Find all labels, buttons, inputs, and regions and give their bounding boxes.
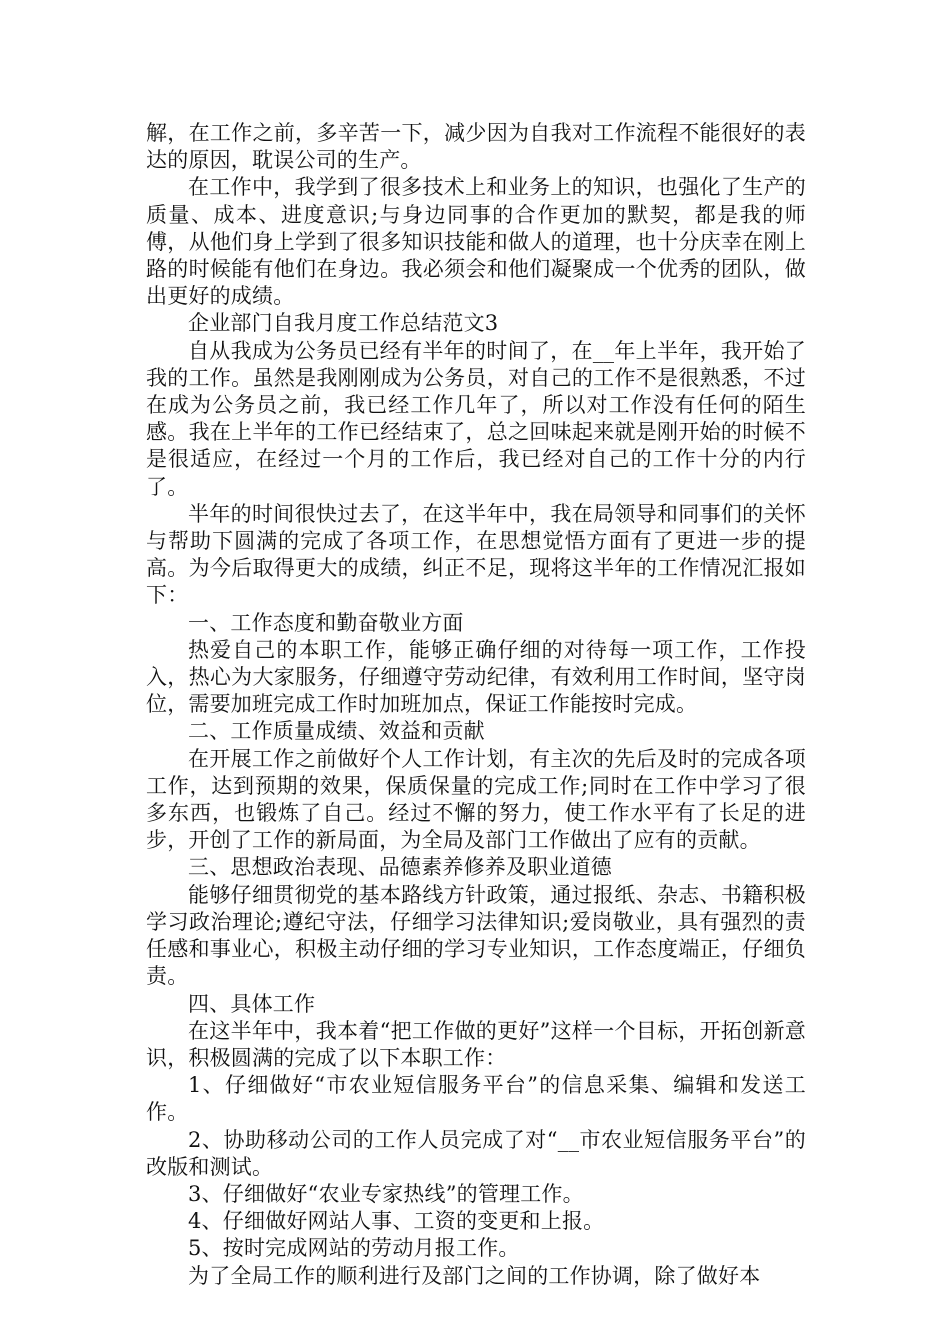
paragraph: 在工作中，我学到了很多技术上和业务上的知识，也强化了生产的质量、成本、进度意识;与身边同事的合作更加的默契，都是我的师傅，从他们身上学到了很多知识技能和做人的道理，也十分庆幸在刚上路的时候能有他们在身边。我必须会和他们凝聚成一个优秀的团队，做出更好的成绩。 [146,175,806,309]
paragraph: 4、仔细做好网站人事、工资的变更和上报。 [188,1209,605,1234]
paragraph: 在开展工作之前做好个人工作计划，有主次的先后及时的完成各项工作，达到预期的效果，保质保量的完成工作;同时在工作中学习了很多东西，也锻炼了自己。经过不懈的努力，使工作水平有了长足的进步，开创了工作的新局面，为全局及部门工作做出了应有的贡献。 [146,746,806,853]
paragraph: 一、工作态度和勤奋敬业方面 [188,610,464,635]
paragraph: 在这半年中，我本着“把工作做的更好”这样一个目标，开拓创新意识，积极圆满的完成了以下本职工作： [146,1018,806,1070]
paragraph: 三、思想政治表现、品德素养修养及职业道德 [188,855,612,880]
paragraph: 3、仔细做好“农业专家热线”的管理工作。 [188,1181,584,1206]
paragraph: 5、按时完成网站的劳动月报工作。 [188,1236,520,1261]
paragraph: 为了全局工作的顺利进行及部门之间的工作协调，除了做好本 [188,1263,761,1288]
paragraph: 自从我成为公务员已经有半年的时间了，在__年上半年，我开始了我的工作。虽然是我刚刚成为公务员，对自己的工作不是很熟悉，不过在成为公务员之前，我已经工作几年了，所以对工作没有任何的陌生感。我在上半年的工作已经结束了，总之回味起来就是刚开始的时候不是很适应，在经过一个月的工作后，我已经对自己的工作十分的内行了。 [146,338,806,499]
paragraph: 四、具体工作 [188,991,316,1016]
paragraph: 1、仔细做好“市农业短信服务平台”的信息采集、编辑和发送工作。 [146,1073,806,1125]
paragraph: 热爱自己的本职工作，能够正确仔细的对待每一项工作，工作投入，热心为大家服务，仔细遵守劳动纪律，有效利用工作时间，坚守岗位，需要加班完成工作时加班加点，保证工作能按时完成。 [146,637,806,717]
paragraph: 解，在工作之前，多辛苦一下，减少因为自我对工作流程不能很好的表达的原因，耽误公司的生产。 [146,121,806,173]
paragraph: 半年的时间很快过去了，在这半年中，我在局领导和同事们的关怀与帮助下圆满的完成了各项工作，在思想觉悟方面有了更进一步的提高。为今后取得更大的成绩，纠正不足，现将这半年的工作情况汇报如下： [146,501,806,608]
paragraph: 2、协助移动公司的工作人员完成了对“__市农业短信服务平台”的改版和测试。 [146,1127,806,1179]
paragraph: 企业部门自我月度工作总结范文3 [188,311,499,336]
document-body [146,120,806,1290]
paragraph: 能够仔细贯彻党的基本路线方针政策，通过报纸、杂志、书籍积极学习政治理论;遵纪守法，仔细学习法律知识;爱岗敬业，具有强烈的责任感和事业心，积极主动仔细的学习专业知识，工作态度端正，仔细负责。 [146,882,806,989]
paragraph: 二、工作质量成绩、效益和贡献 [188,719,485,744]
